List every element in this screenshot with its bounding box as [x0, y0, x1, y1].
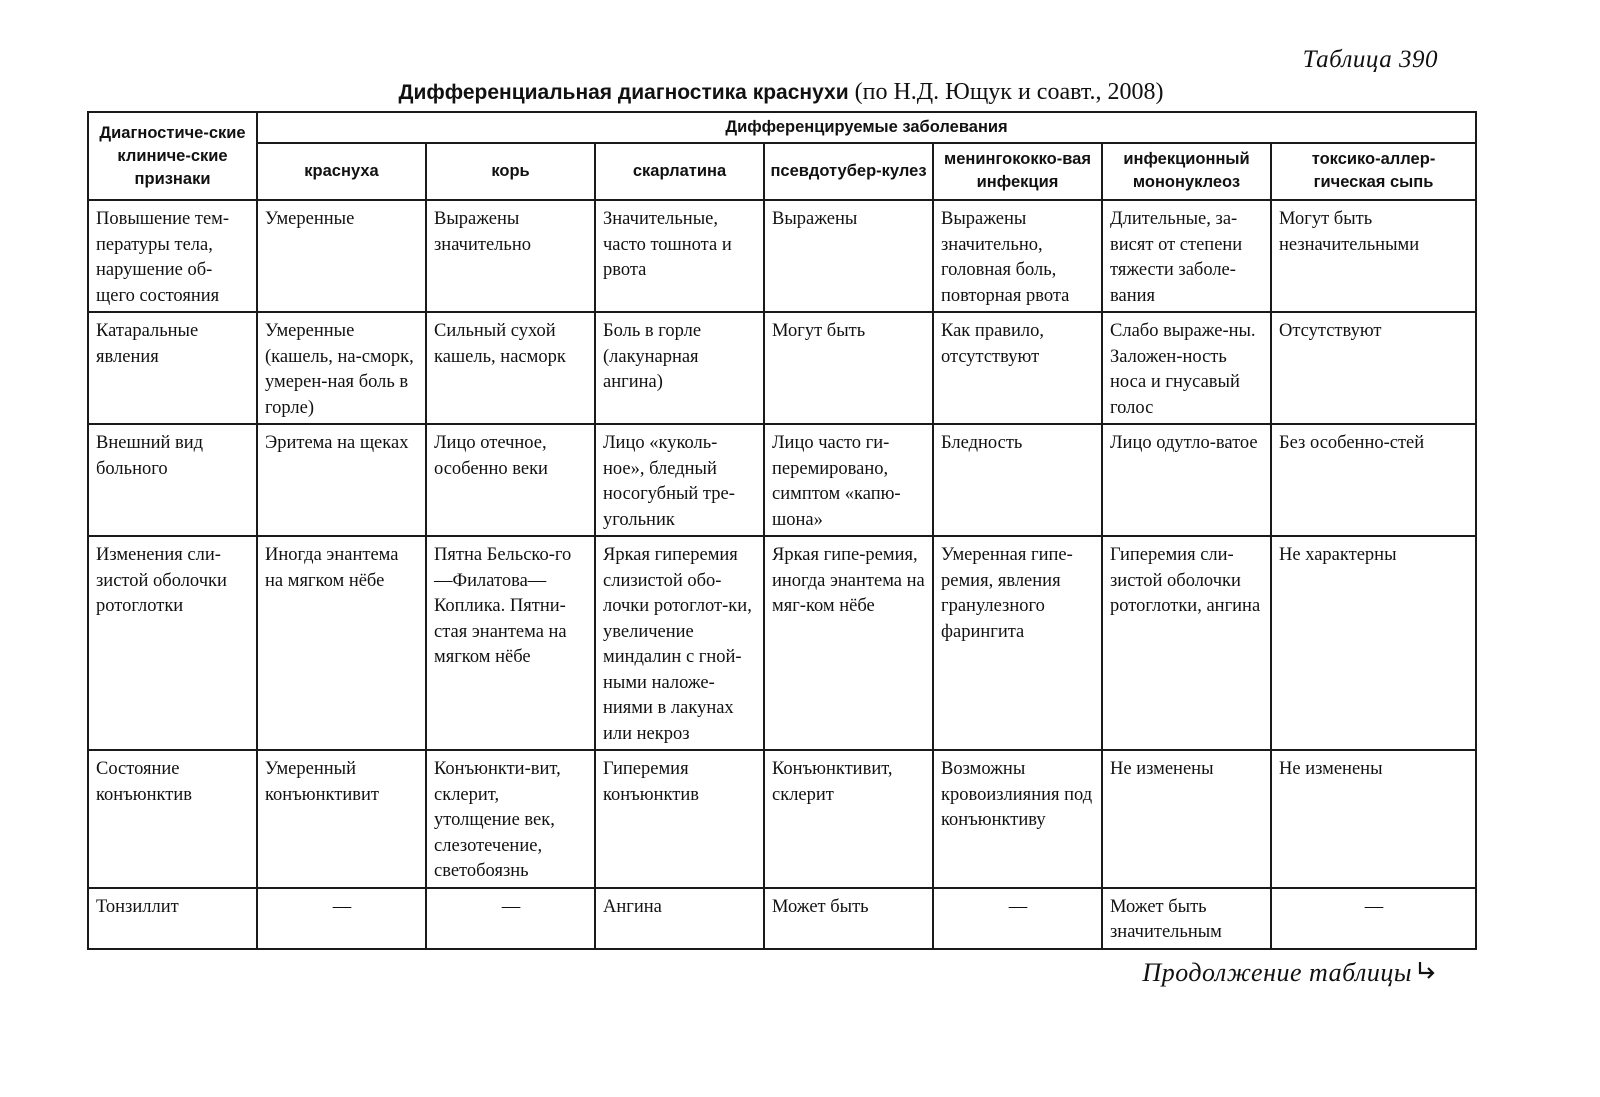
row-sign-label: Тонзиллит — [88, 888, 257, 949]
table-cell: Лицо одутло-ватое — [1102, 424, 1271, 536]
table-cell: Умеренные — [257, 200, 426, 312]
table-cell: Пятна Бельско-го—Филатова—Коплика. Пятни-стая энантема на мягком нёбе — [426, 536, 595, 750]
header-disease-pseudotuberculosis: псевдотубер-кулез — [764, 143, 933, 200]
header-disease-mononucleosis: инфекционный мононуклеоз — [1102, 143, 1271, 200]
table-cell: Боль в горле (лакунарная ангина) — [595, 312, 764, 424]
table-cell: Без особенно-стей — [1271, 424, 1476, 536]
table-cell: Длительные, за-висят от степени тяжести заболе-вания — [1102, 200, 1271, 312]
row-sign-label: Состояние конъюнктив — [88, 750, 257, 888]
table-cell: Не характерны — [1271, 536, 1476, 750]
differential-diagnosis-table — [87, 111, 1477, 950]
table-cell: Отсутствуют — [1271, 312, 1476, 424]
table-title-main: Дифференциальная диагностика краснухи — [398, 81, 849, 104]
table-cell: Как правило, отсутствуют — [933, 312, 1102, 424]
table-cell: Умеренные (кашель, на-сморк, умерен-ная боль в горле) — [257, 312, 426, 424]
table-cell: Может быть значительным — [1102, 888, 1271, 949]
table-cell: — — [933, 888, 1102, 949]
turn-down-arrow-icon — [1416, 960, 1438, 982]
continuation-label: Продолжение таблицы — [1142, 958, 1412, 987]
table-cell: Могут быть незначительными — [1271, 200, 1476, 312]
table-cell: Лицо отечное, особенно веки — [426, 424, 595, 536]
continuation-note — [1142, 958, 1438, 988]
table-row — [88, 750, 1476, 888]
table-cell: Не изменены — [1271, 750, 1476, 888]
table-cell: Не изменены — [1102, 750, 1271, 888]
table-cell: Конъюнкти-вит, склерит, утолщение век, слезотечение, светобоязнь — [426, 750, 595, 888]
table-cell: Может быть — [764, 888, 933, 949]
table-cell: Умеренная гипе-ремия, явления гранулезного фарингита — [933, 536, 1102, 750]
table-cell: Ангина — [595, 888, 764, 949]
table-cell: — — [426, 888, 595, 949]
table-cell: — — [257, 888, 426, 949]
table-cell: Иногда энантема на мягком нёбе — [257, 536, 426, 750]
table-cell: Яркая гиперемия слизистой обо-лочки ротоглот-ки, увеличение миндалин с гной-ными наложе-ниями в лакунах или некроз — [595, 536, 764, 750]
table-cell: Эритема на щеках — [257, 424, 426, 536]
table-title-source: (по Н.Д. Ющук и соавт., 2008) — [848, 79, 1164, 105]
table-row — [88, 200, 1476, 312]
table-cell: Значительные, часто тошнота и рвота — [595, 200, 764, 312]
row-sign-label: Повышение тем-пературы тела, нарушение об-щего состояния — [88, 200, 257, 312]
table-title — [87, 77, 1475, 108]
header-disease-scarlet-fever: скарлатина — [595, 143, 764, 200]
table-row — [88, 888, 1476, 949]
table-cell: Могут быть — [764, 312, 933, 424]
table-cell: Возможны кровоизлияния под конъюнктиву — [933, 750, 1102, 888]
table-cell: Гиперемия сли-зистой оболочки ротоглотки, ангина — [1102, 536, 1271, 750]
table-row — [88, 424, 1476, 536]
table-cell: Выражены — [764, 200, 933, 312]
table-number-label: Таблица 390 — [1302, 46, 1438, 73]
table-cell: Лицо часто ги-перемировано, симптом «капю-шона» — [764, 424, 933, 536]
header-clinical-signs: Диагностиче-ские клиниче-ские признаки — [88, 112, 257, 200]
table-row — [88, 312, 1476, 424]
table-cell: Гиперемия конъюнктив — [595, 750, 764, 888]
header-disease-meningococcal: менингококко-вая инфекция — [933, 143, 1102, 200]
table-cell: Умеренный конъюнктивит — [257, 750, 426, 888]
table-cell: — — [1271, 888, 1476, 949]
table-cell: Конъюнктивит, склерит — [764, 750, 933, 888]
row-sign-label: Катаральные явления — [88, 312, 257, 424]
table-cell: Сильный сухой кашель, насморк — [426, 312, 595, 424]
table-cell: Яркая гипе-ремия, иногда энантема на мяг-ком нёбе — [764, 536, 933, 750]
header-disease-measles: корь — [426, 143, 595, 200]
table-row — [88, 536, 1476, 750]
header-disease-rubella: краснуха — [257, 143, 426, 200]
row-sign-label: Внешний вид больного — [88, 424, 257, 536]
table-cell: Лицо «куколь-ное», бледный носогубный тре-угольник — [595, 424, 764, 536]
table-cell: Слабо выраже-ны. Заложен-ность носа и гнусавый голос — [1102, 312, 1271, 424]
table-cell: Выражены значительно — [426, 200, 595, 312]
header-diseases-group: Дифференцируемые заболевания — [257, 112, 1476, 143]
table-cell: Выражены значительно, головная боль, повторная рвота — [933, 200, 1102, 312]
table-cell: Бледность — [933, 424, 1102, 536]
header-disease-toxic-allergic-rash: токсико-аллер-гическая сыпь — [1271, 143, 1476, 200]
row-sign-label: Изменения сли-зистой оболочки ротоглотки — [88, 536, 257, 750]
